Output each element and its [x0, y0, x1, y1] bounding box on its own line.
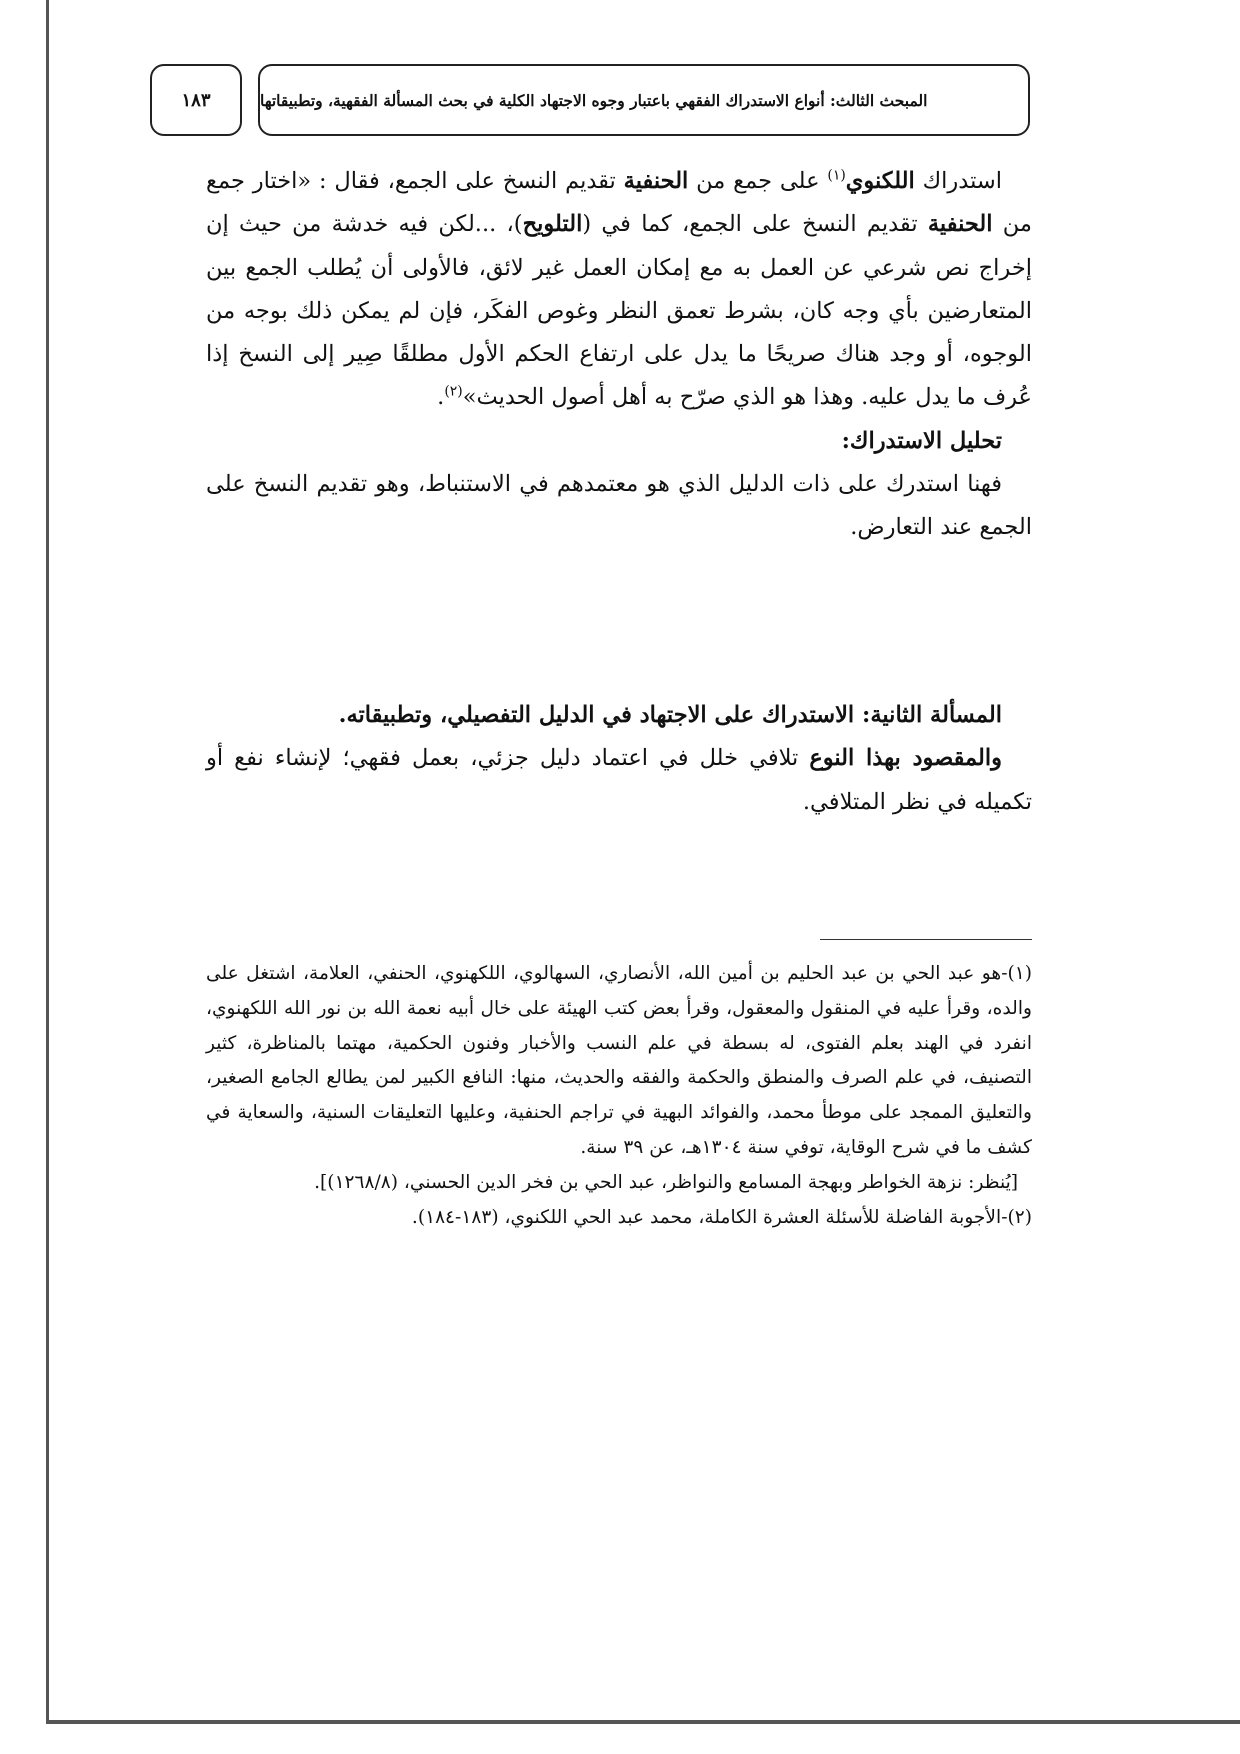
main-paragraph — [206, 160, 1032, 550]
footnote-ref-2[interactable]: (٢) — [444, 383, 463, 400]
text-run: )، ...لكن فيه خدشة من حيث إن إخراج نص شرعي عن العمل به مع إمكان العمل غير لائق، فالأولى أن يُطلب الجمع بين المتعارضين بأي وجه كان، بشرط تعمق النظر وغوص الفكَر، فإن لم يمكن ذلك بوجه من الوجوه، أو وجد هناك صريحًا ما يدل على ارتفاع الحكم الأول مطلقًا صِير إلى النسخ إذا عُرف ما يدل عليه. وهذا هو الذي صرّح به أهل أصول الحديث» — [206, 211, 1032, 411]
footnotes — [206, 957, 1032, 1235]
text-run: على جمع من — [688, 168, 828, 194]
issue-label: المسألة الثانية: — [854, 702, 1002, 728]
purpose-text: تلافي خلل في اعتماد دليل جزئي، بعمل فقهي؛ لإنشاء نفع أو تكميله في نظر المتلافي. — [206, 745, 1032, 815]
analysis-heading: تحليل الاستدراك: — [841, 427, 1002, 454]
text-run: تقديم النسخ على الجمع، كما في ( — [582, 211, 928, 238]
footnote-1-source: [يُنظر: نزهة الخواطر وبهجة المسامع والنواظر، عبد الحي بن فخر الدين الحسني، (١٢٦٨/٨)]. — [314, 1171, 1018, 1193]
footnote-2: (٢)-الأجوبة الفاضلة للأسئلة العشرة الكاملة، محمد عبد الحي اللكنوي، (١٨٣-١٨٤). — [411, 1206, 1032, 1228]
running-header: المبحث الثالث: أنواع الاستدراك الفقهي باعتبار وجوه الاجتهاد الكلية في بحث المسألة الفقهية، وتطبيقاتها — [258, 64, 1030, 136]
text-run: . — [437, 384, 445, 411]
purpose-lead: والمقصود بهذا النوع — [809, 745, 1002, 772]
footnote-1: (١)-هو عبد الحي بن عبد الحليم بن أمين الله، الأنصاري، السهالوي، اللكهنوي، الحنفي، العلامة، اشتغل على والده، وقرأ عليه في المنقول والمعقول، وقرأ بعض كتب الهيئة على خال أبيه نعمة الله بن نور الله اللكهنوي، انفرد في الهند بعلم الفتوى، له بسطة في علم النسب والأخبار وفنون الحكمية، مهتما بالمناظرة، كثير التصنيف، في علم الصرف والمنطق والحكمة والفقه والحديث، منها: النافع الكبير لمن يطالع الجامع الصغير، والتعليق الممجد على موطأ محمد، والفوائد البهية في تراجم الحنفية، وعليها التعليقات السنية، والسعاية في كشف ما في شرح الوقاية، توفي سنة ١٣٠٤هـ، عن ٣٩ سنة. — [206, 963, 1032, 1158]
book-title: التلويح — [522, 211, 583, 238]
school-name: الحنفية — [927, 211, 993, 238]
school-name: الحنفية — [623, 168, 689, 194]
footnote-ref-1[interactable]: (١) — [827, 167, 846, 184]
footnote-separator — [820, 939, 1032, 940]
issue-title: الاستدراك على الاجتهاد في الدليل التفصيلي، وتطبيقاته. — [338, 702, 855, 728]
text-run: استدراك — [914, 168, 1003, 194]
section-issue-2 — [206, 694, 1032, 824]
text-run: تقديم النسخ على الجمع، فقال : «اختار جمع من — [206, 168, 1032, 238]
analysis-paragraph: فهنا استدرك على ذات الدليل الذي هو معتمدهم في الاستنباط، وهو تقديم النسخ على الجمع عند التعارض. — [206, 471, 1032, 541]
author-name: اللكنوي — [845, 168, 915, 194]
page-number: ١٨٣ — [150, 64, 242, 136]
